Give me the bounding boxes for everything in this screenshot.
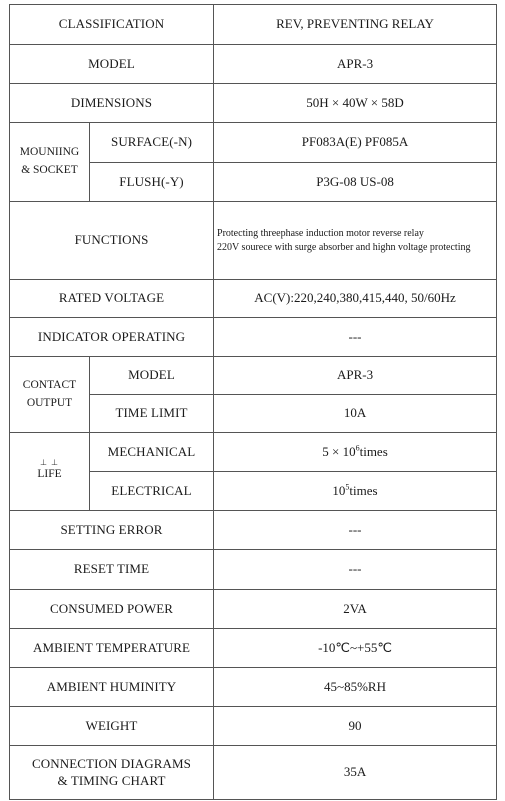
contact-model-value: APR-3 — [214, 357, 497, 395]
mechanical-value-base: 5 × 10 — [322, 443, 356, 459]
mounting-group-label — [10, 123, 90, 202]
row-dimensions — [10, 84, 497, 123]
row-reset-time — [10, 550, 497, 590]
surface-value: PF083A(E) PF085A — [214, 123, 497, 163]
ambient-temperature-value: -10℃~+55℃ — [214, 629, 497, 668]
row-connection — [10, 746, 497, 800]
electrical-label: ELECTRICAL — [90, 472, 214, 511]
electrical-value — [214, 472, 497, 511]
mechanical-value-unit: times — [359, 443, 388, 459]
setting-error-value: --- — [214, 511, 497, 550]
model-value: APR-3 — [214, 45, 497, 84]
row-functions — [10, 202, 497, 280]
mounting-group-line1: MOUNIING — [19, 146, 80, 159]
classification-value: REV, PREVENTING RELAY — [214, 5, 497, 45]
mounting-group-line2: & SOCKET — [21, 164, 78, 176]
row-model — [10, 45, 497, 84]
mechanical-value — [214, 433, 497, 472]
row-ambient-temperature — [10, 629, 497, 668]
contact-output-line2: OUTPUT — [26, 396, 73, 409]
mechanical-label: MECHANICAL — [90, 433, 214, 472]
dimensions-label: DIMENSIONS — [10, 84, 214, 123]
electrical-value-base: 10 — [332, 482, 346, 498]
connection-value: 35A — [214, 746, 497, 800]
weight-value: 90 — [214, 707, 497, 746]
functions-line2: 220V sourece with surge absorber and highn voltage protecting — [217, 241, 471, 253]
row-contact-model — [10, 357, 497, 395]
functions-value — [214, 202, 497, 280]
row-setting-error — [10, 511, 497, 550]
life-mark: ⊥ ⊥ — [40, 457, 59, 467]
functions-label: FUNCTIONS — [10, 202, 214, 280]
model-label: MODEL — [10, 45, 214, 84]
row-rated-voltage — [10, 280, 497, 318]
flush-value: P3G-08 US-08 — [214, 163, 497, 202]
consumed-power-label: CONSUMED POWER — [10, 590, 214, 629]
life-group-label — [10, 433, 90, 511]
weight-label: WEIGHT — [10, 707, 214, 746]
electrical-value-exponent: 5 — [345, 482, 350, 492]
ambient-humidity-label: AMBIENT HUMINITY — [10, 668, 214, 707]
flush-label: FLUSH(-Y) — [90, 163, 214, 202]
life-label: LIFE — [37, 467, 62, 480]
row-mounting-surface — [10, 123, 497, 163]
contact-model-label: MODEL — [90, 357, 214, 395]
row-life-mechanical — [10, 433, 497, 472]
reset-time-label: RESET TIME — [10, 550, 214, 590]
surface-label: SURFACE(-N) — [90, 123, 214, 163]
contact-output-group-label — [10, 357, 90, 433]
indicator-operating-value: --- — [214, 318, 497, 357]
row-ambient-humidity — [10, 668, 497, 707]
row-classification — [10, 5, 497, 45]
specification-table — [9, 4, 497, 800]
row-consumed-power — [10, 590, 497, 629]
mechanical-value-exponent: 6 — [355, 443, 360, 453]
time-limit-value: 10A — [214, 395, 497, 433]
ambient-temperature-label: AMBIENT TEMPERATURE — [10, 629, 214, 668]
setting-error-label: SETTING ERROR — [10, 511, 214, 550]
reset-time-value: --- — [214, 550, 497, 590]
contact-output-line1: CONTACT — [22, 378, 77, 391]
dimensions-value: 50H × 40W × 58D — [214, 84, 497, 123]
time-limit-label: TIME LIMIT — [90, 395, 214, 433]
consumed-power-value: 2VA — [214, 590, 497, 629]
indicator-operating-label: INDICATOR OPERATING — [10, 318, 214, 357]
electrical-value-unit: times — [349, 482, 378, 498]
rated-voltage-value: AC(V):220,240,380,415,440, 50/60Hz — [214, 280, 497, 318]
rated-voltage-label: RATED VOLTAGE — [10, 280, 214, 318]
row-weight — [10, 707, 497, 746]
connection-label-line2: & TIMING CHART — [57, 772, 166, 788]
row-indicator-operating — [10, 318, 497, 357]
classification-label: CLASSIFICATION — [10, 5, 214, 45]
ambient-humidity-value: 45~85%RH — [214, 668, 497, 707]
connection-label — [10, 746, 214, 800]
functions-line1: Protecting threephase induction motor reverse relay — [217, 228, 424, 239]
connection-label-line1: CONNECTION DIAGRAMS — [32, 756, 191, 772]
